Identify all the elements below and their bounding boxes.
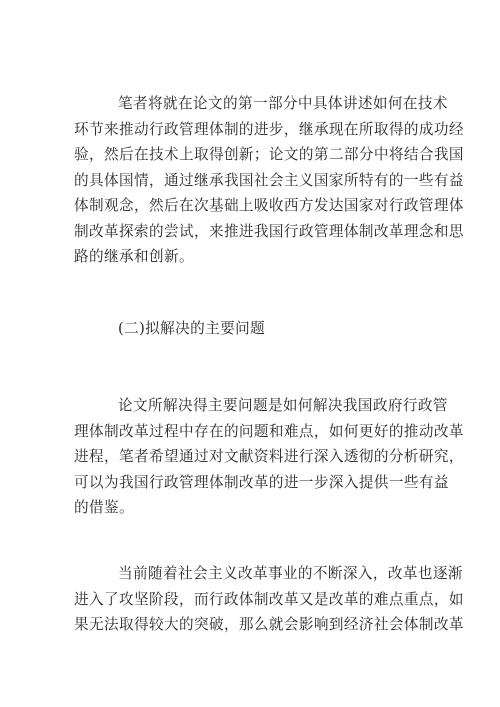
section-heading: (二)拟解决的主要问题 <box>118 320 266 337</box>
paragraph-line: 理体制改革过程中存在的问题和难点，如何更好的推动改革 <box>74 422 464 440</box>
paragraph-line: 的具体国情，通过继承我国社会主义国家所特有的一些有益 <box>74 171 464 189</box>
paragraph-line: 验，然后在技术上取得创新；论文的第二部分中将结合我国 <box>74 146 464 163</box>
paragraph-line: 进程，笔者希望通过对文献资料进行深入透彻的分析研究， <box>74 448 464 465</box>
paragraph-line: 环节来推动行政管理体制的进步，继承现在所取得的成功经 <box>74 120 464 138</box>
paragraph-line: 的借鉴。 <box>74 499 134 516</box>
paragraph-line: 当前随着社会主义改革事业的不断深入，改革也逐渐 <box>118 565 463 582</box>
paragraph-3 <box>74 561 464 638</box>
paragraph-line: 果无法取得较大的突破，那么就会影响到经济社会体制改革 <box>74 616 464 633</box>
paragraph-line: 可以为我国行政管理体制改革的进一步深入提供一些有益 <box>74 473 449 491</box>
paragraph-line: 体制观念，然后在次基础上吸收西方发达国家对行政管理体 <box>74 197 464 214</box>
paragraph-line: 制改革探索的尝试，来推进我国行政管理体制改革理念和思 <box>74 222 464 240</box>
paragraph-line: 论文所解决得主要问题是如何解决我国政府行政管 <box>118 397 448 414</box>
paragraph-1 <box>74 91 464 270</box>
paragraph-2 <box>74 393 464 521</box>
paragraph-line: 进入了攻坚阶段，而行政体制改革又是改革的难点重点，如 <box>74 590 464 608</box>
paragraph-line: 路的继承和创新。 <box>74 248 194 265</box>
paragraph-line: 笔者将就在论文的第一部分中具体讲述如何在技术 <box>118 95 448 112</box>
